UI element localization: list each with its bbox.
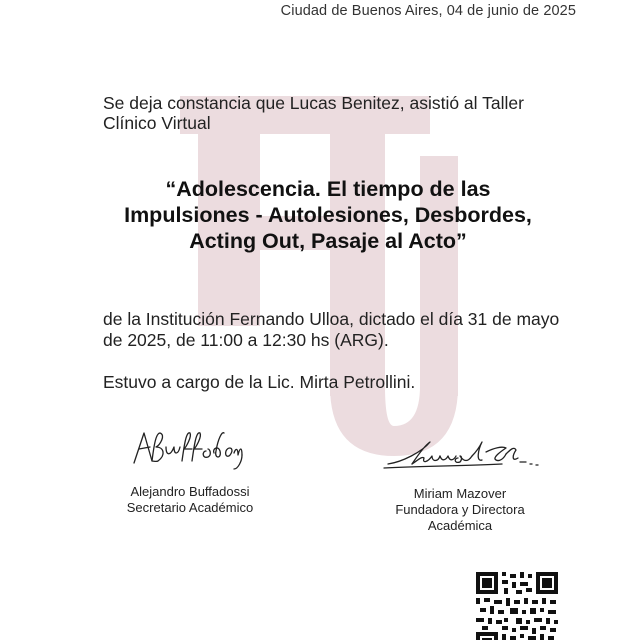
- institution-logo-watermark: [180, 96, 480, 456]
- institution-details: de la Institución Fernando Ulloa, dictado el día 31 de mayo de 2025, de 11:00 a 12:30 hs (ARG).: [103, 309, 560, 350]
- signature-left: [130, 425, 245, 473]
- signer-left-block: [100, 484, 280, 516]
- signer-left-name: Alejandro Buffadossi: [130, 484, 250, 499]
- issue-date: Ciudad de Buenos Aires, 04 de junio de 2025: [280, 3, 576, 19]
- workshop-title: “Adolescencia. El tiempo de las Impulsiones - Autolesiones, Desbordes, Acting Out, Pasaje al Acto”: [124, 177, 532, 253]
- signer-right-role: Fundadora y Directora Académica: [395, 502, 525, 533]
- signer-left-role: Secretario Académico: [126, 500, 254, 515]
- attendance-statement: Se deja constancia que Lucas Benitez, asistió al Taller Clínico Virtual: [103, 93, 524, 133]
- signer-right-name: Miriam Mazover: [413, 486, 507, 501]
- signature-right: [382, 432, 550, 472]
- signer-right-block: [385, 486, 535, 534]
- lecturer-statement: Estuvo a cargo de la Lic. Mirta Petrollini.: [103, 372, 416, 392]
- qr-code-icon: [476, 572, 558, 640]
